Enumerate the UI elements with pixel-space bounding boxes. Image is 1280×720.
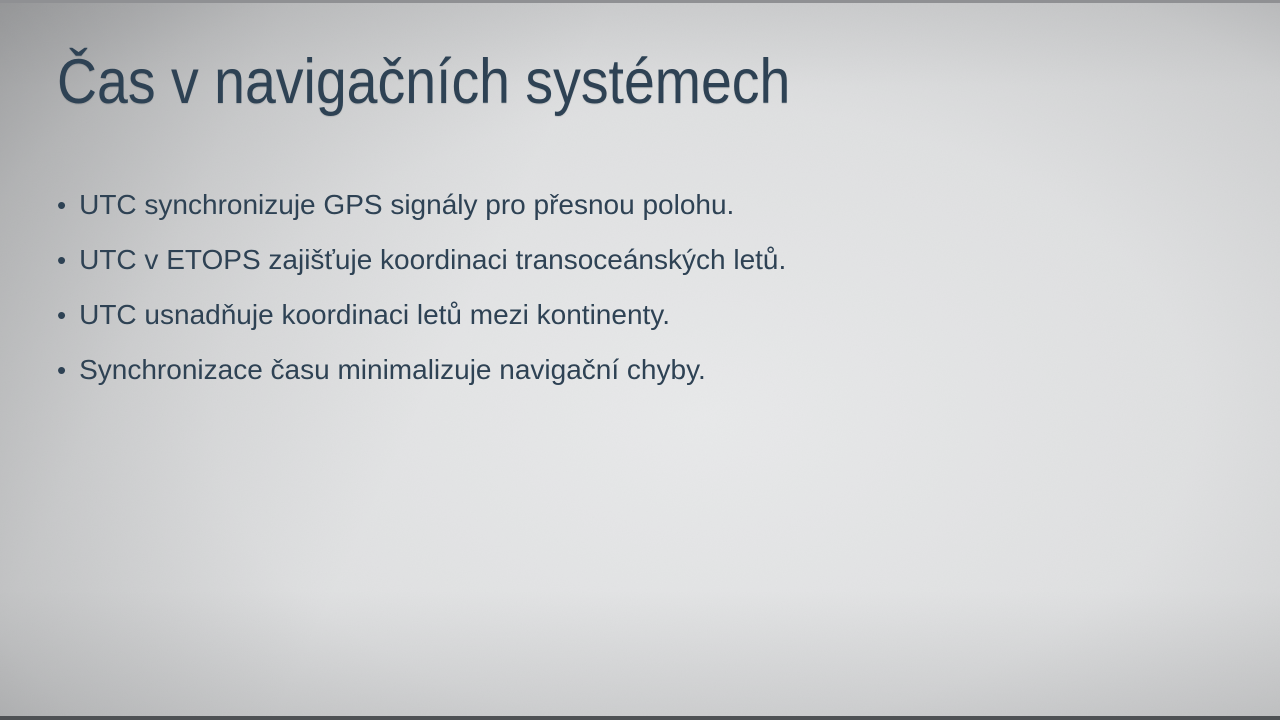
slide-title: Čas v navigačních systémech [57, 47, 791, 117]
bullet-text: UTC synchronizuje GPS signály pro přesnou polohu. [79, 189, 735, 220]
bullet-icon: • [57, 355, 67, 385]
bullet-text: UTC v ETOPS zajišťuje koordinaci transoceánských letů. [79, 244, 787, 275]
bullet-text: Synchronizace času minimalizuje navigační chyby. [79, 354, 706, 385]
list-item [57, 245, 786, 275]
list-item [57, 355, 786, 385]
top-edge-bar [0, 0, 1280, 3]
bullet-icon: • [57, 300, 67, 330]
bullet-list [57, 190, 786, 410]
list-item [57, 300, 786, 330]
bottom-edge-bar [0, 716, 1280, 720]
bullet-text: UTC usnadňuje koordinaci letů mezi kontinenty. [79, 299, 671, 330]
list-item [57, 190, 786, 220]
bullet-icon: • [57, 190, 67, 220]
bullet-icon: • [57, 245, 67, 275]
